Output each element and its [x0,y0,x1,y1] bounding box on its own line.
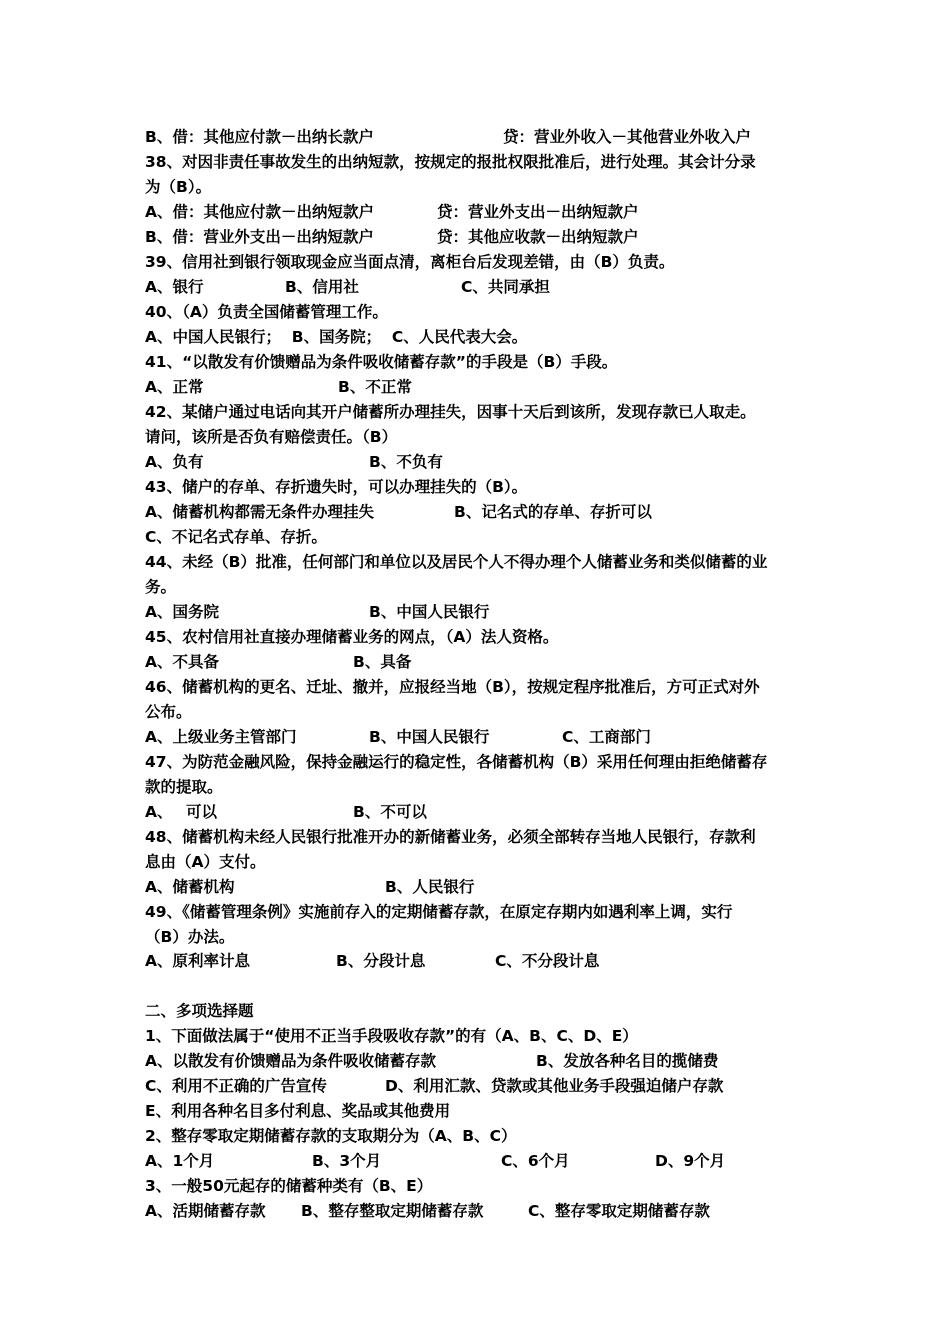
option-b: B、中国人民银行 [369,603,490,621]
answer-option-line [145,1051,719,1071]
section-heading: 二、多项选择题 [145,1002,254,1020]
option-b: B、信用社 [285,278,359,296]
answer-option-line [145,877,475,897]
question-line: 为（B）。 [145,178,212,196]
answer-option-line [145,727,651,747]
option-b: B、不可以 [353,803,427,821]
option-b: B、记名式的存单、存折可以 [454,503,652,521]
question-line: 息由（A）支付。 [145,853,266,871]
answer-option-line [145,802,427,822]
answer-option-line [145,602,490,622]
question-line: 38、对因非责任事故发生的出纳短款，按规定的报批权限批准后，进行处理。其会计分录 [145,153,756,171]
option-b: 贷：其他应收款－出纳短款户 [437,228,639,246]
option-d: D、利用汇款、贷款或其他业务手段强迫储户存款 [385,1077,724,1095]
option-b: B、分段计息 [336,952,426,970]
option-b: B、发放各种名目的揽储费 [536,1052,719,1070]
option-b: B、不正常 [338,378,412,396]
option-c: C、利用不正确的广告宣传 [145,1077,327,1095]
option-a: A、原利率计息 [145,952,250,970]
option-d: D、9个月 [655,1152,726,1170]
option-a: A、 [145,803,173,821]
question-line: 45、农村信用社直接办理储蓄业务的网点，（A）法人资格。 [145,628,559,646]
answer-option-line [145,1076,724,1096]
question-line: 39、信用社到银行领取现金应当面点清，离柜台后发现差错，由（B）负责。 [145,253,675,271]
option-a: A、以散发有价馈赠品为条件吸收储蓄存款 [145,1052,436,1070]
answer-option-line [145,1151,726,1171]
option-a: A、上级业务主管部门 [145,728,297,746]
question-line: 1、下面做法属于“使用不正当手段吸收存款”的有（A、B、C、D、E） [145,1027,638,1045]
question-line: 公布。 [145,703,192,721]
option-a: B、借：其他应付款－出纳长款户 [145,128,374,146]
option-b: B、3个月 [312,1152,382,1170]
question-line: 47、为防范金融风险，保持金融运行的稳定性，各储蓄机构（B）采用任何理由拒绝储蓄存 [145,753,768,771]
question-line: 3、一般50元起存的储蓄种类有（B、E） [145,1177,433,1195]
option-b: B、中国人民银行 [369,728,490,746]
question-line: 2、整存零取定期储蓄存款的支取期分为（A、B、C） [145,1127,517,1145]
option-a: A、不具备 [145,653,219,671]
option-a: A、活期储蓄存款 [145,1202,266,1220]
question-line: 48、储蓄机构未经人民银行批准开办的新储蓄业务，必须全部转存当地人民银行，存款利 [145,828,756,846]
answer-option-line [145,951,600,971]
option-c: C、不分段计息 [495,952,600,970]
answer-option-line [145,202,639,222]
question-line: 40、（A）负责全国储蓄管理工作。 [145,303,388,321]
question-line: 42、某储户通过电话向其开户储蓄所办理挂失，因事十天后到该所，发现存款已人取走。 [145,403,756,421]
option-a: A、银行 [145,278,204,296]
answer-option-line: E、利用各种名目多付利息、奖品或其他费用 [145,1102,451,1120]
question-line: 款的提取。 [145,778,223,796]
option-c: C、共同承担 [461,278,550,296]
question-line: 44、未经（B）批准，任何部门和单位以及居民个人不得办理个人储蓄业务和类似储蓄的业 [145,553,768,571]
option-a: A、国务院 [145,603,219,621]
option-b: 贷：营业外支出－出纳短款户 [437,203,639,221]
option-b: B、具备 [353,653,412,671]
answer-option-line [145,377,412,397]
option-a: A、储蓄机构都需无条件办理挂失 [145,503,374,521]
option-a: B、借：营业外支出－出纳短款户 [145,228,374,246]
option-a: A、借：其他应付款－出纳短款户 [145,203,374,221]
question-line: （B）办法。 [145,928,235,946]
answer-option-line [145,652,412,672]
question-line: 41、“以散发有价馈赠品为条件吸收储蓄存款”的手段是（B）手段。 [145,353,618,371]
answer-option-line [145,452,443,472]
option-a: A、1个月 [145,1152,215,1170]
answer-option-line [145,1201,710,1221]
question-line: 49、《储蓄管理条例》实施前存入的定期储蓄存款，在原定存期内如遇利率上调，实行 [145,903,733,921]
answer-option-line [145,227,639,247]
question-line: 务。 [145,578,177,596]
answer-option-line [145,502,652,522]
answer-option-line [145,127,752,147]
question-line: 43、储户的存单、存折遗失时，可以办理挂失的（B）。 [145,478,528,496]
option-c: C、工商部门 [562,728,651,746]
question-line: 请问，该所是否负有赔偿责任。（B） [145,428,398,446]
option-c: C、6个月 [501,1152,570,1170]
option-b: 贷：营业外收入－其他营业外收入户 [503,128,752,146]
option-a: A、正常 [145,378,204,396]
answer-option-line [145,277,550,297]
option-b: B、整存整取定期储蓄存款 [301,1202,484,1220]
question-line: 46、储蓄机构的更名、迁址、撤并，应报经当地（B），按规定程序批准后，方可正式对外 [145,678,760,696]
option-b: B、人民银行 [385,878,475,896]
option-c: C、整存零取定期储蓄存款 [528,1202,710,1220]
option-a-text: 可以 [186,803,218,821]
answer-option-line: A、中国人民银行； B、国务院； C、人民代表大会。 [145,328,528,346]
option-a: A、负有 [145,453,204,471]
option-a: A、储蓄机构 [145,878,235,896]
answer-option-line: C、不记名式存单、存折。 [145,528,327,546]
option-b: B、不负有 [369,453,443,471]
